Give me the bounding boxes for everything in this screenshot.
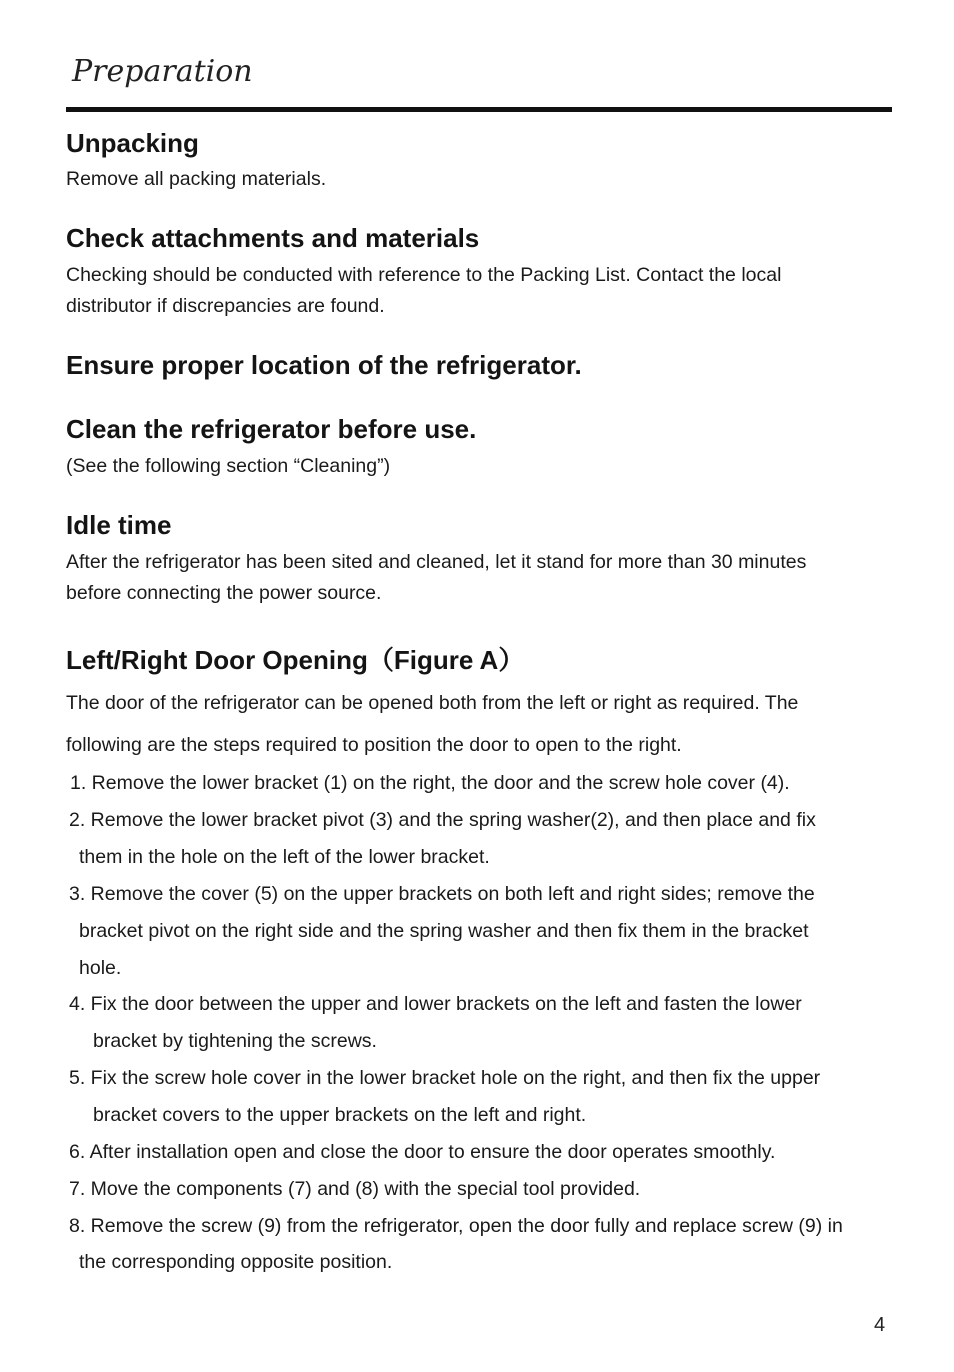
check-text-line-1: Checking should be conducted with reference to the Packing List. Contact the local [66, 264, 782, 286]
step-3-line-3: hole. [79, 957, 122, 979]
step-2-line-1: 2. Remove the lower bracket pivot (3) and the spring washer(2), and then place and fix [69, 809, 816, 831]
step-1-line-1: 1. Remove the lower bracket (1) on the right, the door and the screw hole cover (4). [70, 772, 790, 794]
door-intro-line-2: following are the steps required to position the door to open to the right. [66, 734, 682, 756]
step-5-line-1: 5. Fix the screw hole cover in the lower bracket hole on the right, and then fix the upper [69, 1067, 821, 1089]
door-heading: Left/Right Door Opening（Figure A） [66, 645, 525, 675]
heading-rule [66, 107, 892, 112]
step-2-line-2: them in the hole on the left of the lower bracket. [79, 846, 490, 868]
step-7-line-1: 7. Move the components (7) and (8) with the special tool provided. [69, 1178, 641, 1200]
idle-text-line-1: After the refrigerator has been sited and cleaned, let it stand for more than 30 minutes [66, 551, 807, 573]
step-8-line-1: 8. Remove the screw (9) from the refrigerator, open the door fully and replace screw (9) in [69, 1215, 843, 1237]
idle-text-line-2: before connecting the power source. [66, 582, 382, 604]
step-4-line-1: 4. Fix the door between the upper and lower brackets on the left and fasten the lower [69, 993, 802, 1015]
step-6-line-1: 6. After installation open and close the door to ensure the door operates smoothly. [69, 1141, 776, 1163]
location-heading: Ensure proper location of the refrigerator. [66, 350, 582, 380]
idle-heading: Idle time [66, 510, 172, 540]
clean-heading: Clean the refrigerator before use. [66, 414, 477, 444]
page-number: 4 [874, 1314, 886, 1336]
step-8-line-2: the corresponding opposite position. [79, 1251, 393, 1273]
page-heading: Preparation [72, 54, 253, 89]
unpacking-text: Remove all packing materials. [66, 168, 327, 190]
door-intro-line-1: The door of the refrigerator can be opened both from the left or right as required. The [66, 692, 799, 714]
step-5-line-2: bracket covers to the upper brackets on the left and right. [93, 1104, 587, 1126]
unpacking-heading: Unpacking [66, 128, 199, 158]
step-3-line-1: 3. Remove the cover (5) on the upper brackets on both left and right sides; remove the [69, 883, 815, 905]
step-3-line-2: bracket pivot on the right side and the spring washer and then fix them in the bracket [79, 920, 809, 942]
clean-text: (See the following section “Cleaning”) [66, 455, 391, 477]
step-4-line-2: bracket by tightening the screws. [93, 1030, 377, 1052]
check-text-line-2: distributor if discrepancies are found. [66, 295, 385, 317]
check-heading: Check attachments and materials [66, 223, 480, 253]
